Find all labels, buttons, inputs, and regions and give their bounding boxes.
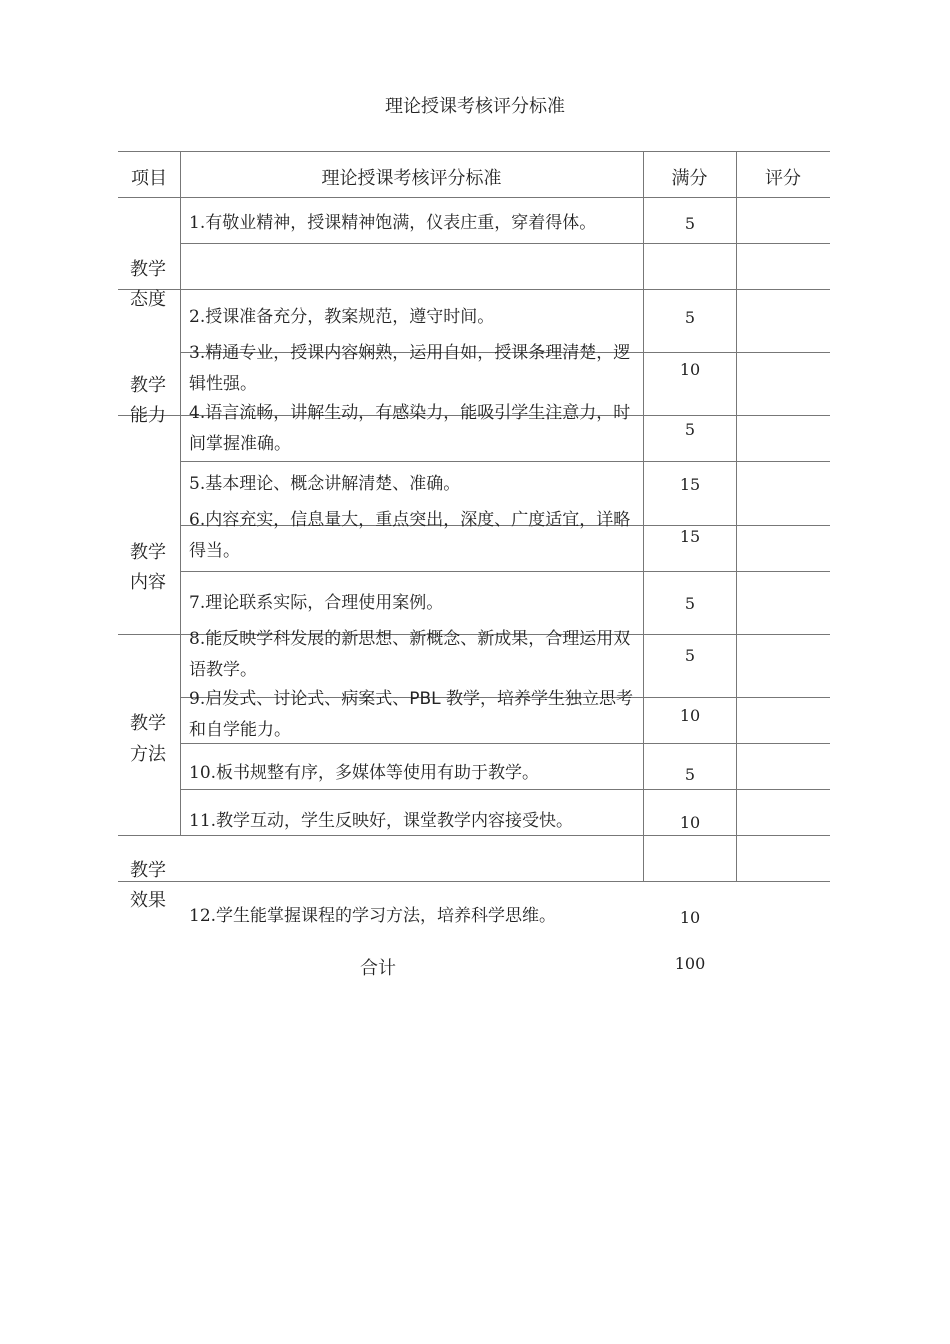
criterion-number: 6. <box>189 510 206 530</box>
criterion-text: 教学互动，学生反映好，课堂教学内容接受快。 <box>216 811 574 831</box>
max-score: 10 <box>679 360 701 379</box>
criterion-row <box>189 588 641 619</box>
row-divider <box>118 881 830 882</box>
max-score: 10 <box>679 706 701 725</box>
row-divider <box>118 289 830 290</box>
criterion-number: 10. <box>189 763 217 783</box>
criterion-number: 8. <box>189 629 206 649</box>
criterion-number: 9. <box>189 689 206 709</box>
criterion-text: 板书规整有序，多媒体等使用有助于教学。 <box>216 763 540 783</box>
max-score: 10 <box>679 813 701 832</box>
criterion-text: 语言流畅，讲解生动，有感染力，能吸引学生注意力，时间掌握准确。 <box>189 403 631 454</box>
criterion-row <box>189 684 641 746</box>
row-divider <box>180 243 830 244</box>
criterion-text: 启发式、讨论式、病案式、PBL 教学，培养学生独立思考和自学能力。 <box>189 689 634 740</box>
total-value: 100 <box>674 954 706 973</box>
criterion-text: 授课准备充分，教案规范，遵守时间。 <box>205 307 495 327</box>
category-ability: 教学 能力 <box>130 375 166 426</box>
criterion-text: 学生能掌握课程的学习方法，培养科学思维。 <box>216 906 557 926</box>
criterion-text: 理论联系实际，合理使用案例。 <box>205 593 444 613</box>
row-divider <box>180 461 830 462</box>
criterion-row <box>189 505 641 567</box>
criterion-row <box>189 901 641 932</box>
max-score: 5 <box>684 420 696 439</box>
column-divider <box>736 151 737 881</box>
row-divider <box>180 571 830 572</box>
criterion-row <box>189 302 641 333</box>
header-full-score: 满分 <box>671 168 708 189</box>
criterion-text: 精通专业，授课内容娴熟，运用自如，授课条理清楚，逻辑性强。 <box>189 343 631 394</box>
row-divider <box>180 789 830 790</box>
max-score: 5 <box>684 646 696 665</box>
criterion-number: 4. <box>189 403 206 423</box>
max-score: 5 <box>684 308 696 327</box>
criterion-number: 5. <box>189 474 206 494</box>
document-title: 理论授课考核评分标准 <box>385 96 565 117</box>
criterion-text: 内容充实，信息量大，重点突出，深度、广度适宜，详略得当。 <box>189 510 631 561</box>
table-top-border <box>118 151 830 152</box>
category-content: 教学 内容 <box>130 542 166 593</box>
column-divider <box>180 151 181 835</box>
header-item: 项目 <box>131 168 167 189</box>
criterion-row <box>189 208 641 239</box>
max-score: 15 <box>679 475 701 494</box>
criterion-row <box>189 469 641 500</box>
header-score: 评分 <box>765 168 801 189</box>
criterion-text: 基本理论、概念讲解清楚、准确。 <box>205 474 461 494</box>
criterion-text: 有敬业精神，授课精神饱满，仪表庄重，穿着得体。 <box>205 213 597 233</box>
criterion-number: 2. <box>189 307 206 327</box>
max-score: 15 <box>679 527 701 546</box>
max-score: 10 <box>679 908 701 927</box>
category-method: 教学 方法 <box>130 713 166 765</box>
criterion-number: 3. <box>189 343 206 363</box>
criterion-row <box>189 338 641 400</box>
criterion-row <box>189 624 641 686</box>
criterion-row <box>189 758 641 789</box>
category-effect: 教学 效果 <box>130 860 166 911</box>
max-score: 5 <box>684 214 696 233</box>
max-score: 5 <box>684 765 696 784</box>
total-label: 合计 <box>360 958 396 979</box>
header-criteria: 理论授课考核评分标准 <box>321 168 502 189</box>
criterion-number: 12. <box>189 906 217 926</box>
criterion-row <box>189 398 641 460</box>
max-score: 5 <box>684 594 696 613</box>
criterion-number: 7. <box>189 593 206 613</box>
header-bottom-border <box>118 197 830 198</box>
criterion-number: 1. <box>189 213 206 233</box>
criterion-number: 11. <box>189 811 217 831</box>
criterion-row <box>189 806 641 837</box>
category-attitude: 教学 态度 <box>130 259 166 310</box>
criterion-text: 能反映学科发展的新思想、新概念、新成果，合理运用双语教学。 <box>189 629 631 680</box>
